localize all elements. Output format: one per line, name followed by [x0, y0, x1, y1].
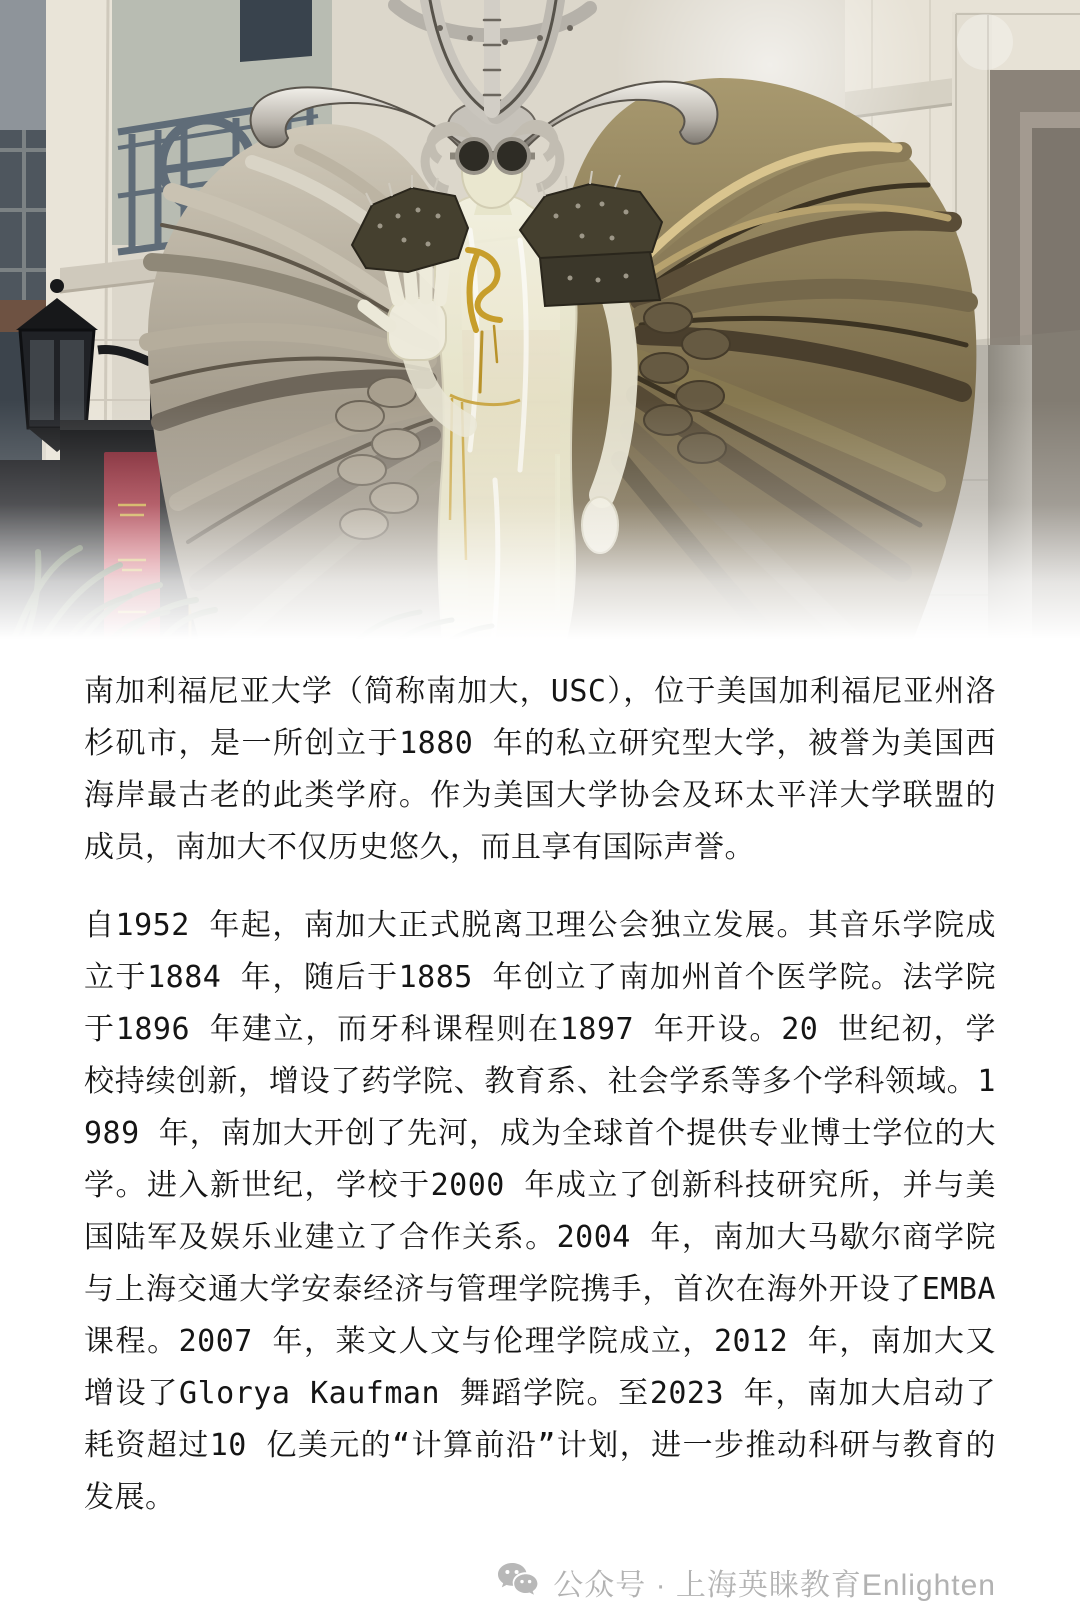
hero-image[interactable]	[0, 0, 1080, 660]
account-name: 公众号 · 上海英睐教育Enlighten	[553, 1569, 996, 1602]
paragraph-intro: 南加利福尼亚大学（简称南加大，USC），位于美国加利福尼亚州洛杉矶市，是一所创立于1880 年的私立研究型大学，被誉为美国西海岸最古老的此类学府。作为美国大学协会及环太平洋大学联盟的成员，南加大不仅历史悠久，而且享有国际声誉。	[84, 674, 996, 865]
image-fade	[0, 400, 1080, 660]
account-footer[interactable]	[0, 1560, 996, 1604]
paragraph-history: 自1952 年起，南加大正式脱离卫理公会独立发展。其音乐学院成立于1884 年，随后于1885 年创立了南加州首个医学院。法学院于1896 年建立，而牙科课程则在1897 年开设。20 世纪初，学校持续创新，增设了药学院、教育系、社会学系等多个学科领域。1989 年，南加大开创了先河，成为全球首个提供专业博士学位的大学。进入新世纪，学校于2000 年成立了创新科技研究所，并与美国陆军及娱乐业建立了合作关系。2004 年，南加大马歇尔商学院与上海交通大学安泰经济与管理学院携手，首次在海外开设了EMBA 课程。2007 年，莱文人文与伦理学院成立，2012 年，南加大又增设了Glorya Kaufman 舞蹈学院。至2023 年，南加大启动了耗资超过10 亿美元的“计算前沿”计划，进一步推动科研与教育的发展。	[84, 908, 996, 1515]
sculpture-photo	[0, 0, 1080, 660]
article-body	[0, 660, 1080, 1524]
wechat-icon	[497, 1561, 543, 1603]
sun-sparkle	[957, 14, 1013, 70]
